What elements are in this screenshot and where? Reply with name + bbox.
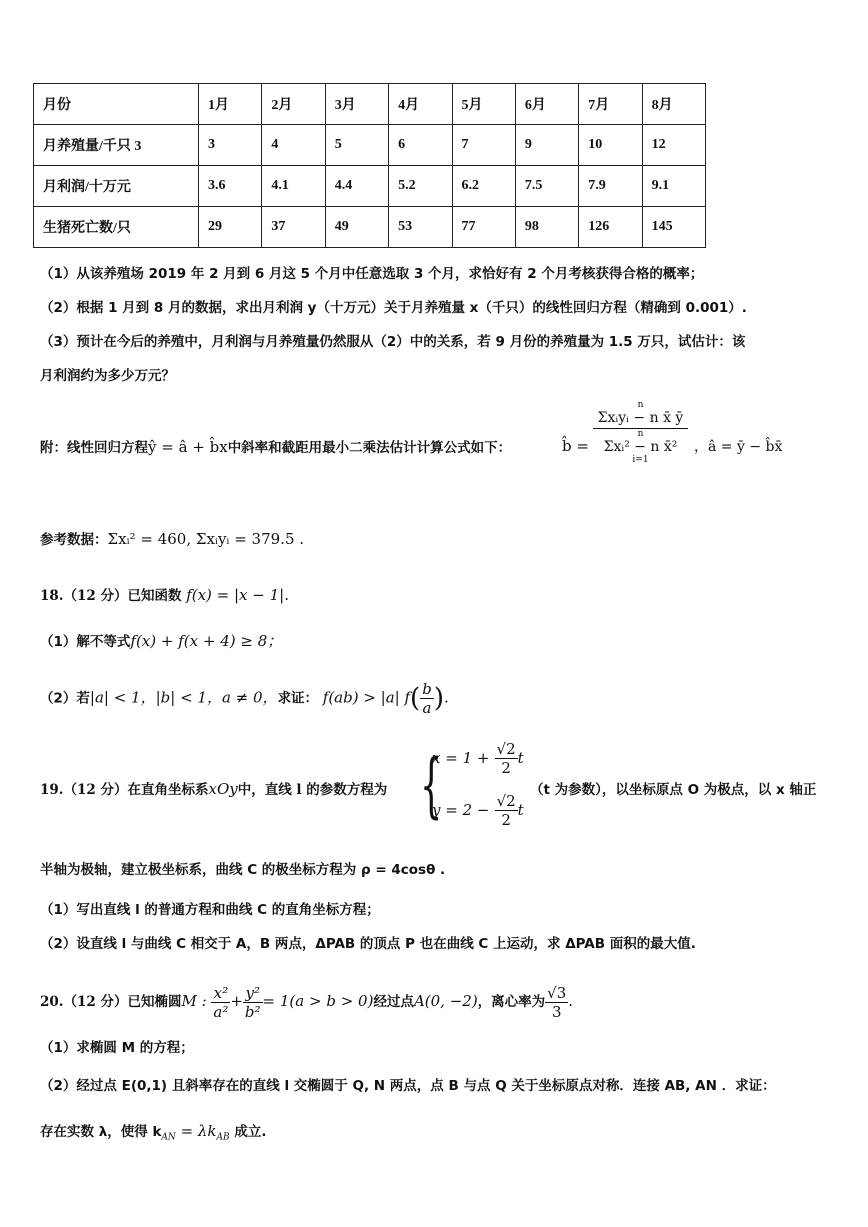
- q19-title: 19.（12 分）在直角坐标系xOy中，直线 l 的参数方程为: [40, 780, 388, 798]
- q19-after: （t 为参数），以坐标原点 O 为极点，以 x 轴正: [530, 782, 817, 798]
- reference-data: 参考数据：Σxᵢ² = 460, Σxᵢyᵢ = 379.5 .: [40, 530, 305, 548]
- q17-note: [40, 436, 511, 456]
- q19-line2: 半轴为极轴，建立极坐标系，曲线 C 的极坐标方程为 ρ = 4cosθ .: [40, 862, 446, 878]
- table-cell: 5.2: [389, 166, 452, 207]
- note-equation: ŷ = â + b̂x: [148, 438, 228, 456]
- table-cell: 3.6: [199, 166, 262, 207]
- table-cell: 37: [262, 207, 325, 248]
- reference-equation: Σxᵢ² = 460, Σxᵢyᵢ = 379.5 .: [107, 530, 305, 548]
- q17-part3a: （3）预计在今后的养殖中，月利润与月养殖量仍然服从（2）中的关系，若 9 月份的养殖量为 1.5 万只，试估计：该: [40, 334, 746, 350]
- table-cell: 9: [515, 125, 578, 166]
- q18-function: f(x) = |x − 1|.: [186, 586, 289, 604]
- table-cell: 8月: [642, 84, 705, 125]
- table-cell: 29: [199, 207, 262, 248]
- b-hat-fraction: n Σxᵢyᵢ − n x̄ ȳ n Σxᵢ² − n x̄² i=1: [593, 400, 688, 465]
- q17-part3b: 月利润约为多少万元？: [40, 368, 175, 384]
- table-cell: 12: [642, 125, 705, 166]
- q19-equation-2: y = 2 − $\frac{√2}{2}$ t: [432, 792, 524, 829]
- q19-equation-1: x = 1 + $\frac{√2}{2}$ t: [432, 740, 524, 777]
- q20-fraction-x: $\frac{\text{x²}}{\text{a²}}$: [213, 984, 229, 1021]
- table-cell: 4.1: [262, 166, 325, 207]
- q18-proof-eq: f(ab) > |a| f: [322, 688, 411, 707]
- table-row-label: 生猪死亡数/只: [34, 207, 199, 248]
- note-prefix: 附：线性回归方程: [40, 440, 148, 456]
- table-cell: 77: [452, 207, 515, 248]
- b-hat-denominator: Σxᵢ² − n x̄²: [603, 439, 678, 455]
- b-hat-label: b̂ =: [562, 437, 589, 455]
- table-cell: 10: [579, 125, 642, 166]
- q18-inequality: f(x) + f(x + 4) ≥ 8；: [130, 632, 283, 650]
- table-cell: 145: [642, 207, 705, 248]
- table-row-label: 月利润/十万元: [34, 166, 199, 207]
- table-row-label: 月养殖量/千只 3: [34, 125, 199, 166]
- q20-title: 20.（12 分）已知椭圆M : $\frac{\text{x²}}{\text{a²}}$ + $\frac{\text{y²}}{\text{b²}}$ = 1(a > b > 0)经过点A(0, −2)，离心率为 $\frac{√3}{3}$ .: [40, 984, 574, 1021]
- table-cell: 2月: [262, 84, 325, 125]
- table-cell: 49: [325, 207, 388, 248]
- table-cell: 9.1: [642, 166, 705, 207]
- table-row: [34, 166, 706, 207]
- q20-fraction-y: $\frac{\text{y²}}{\text{b²}}$: [244, 984, 261, 1021]
- q18-part1: （1）解不等式f(x) + f(x + 4) ≥ 8；: [40, 632, 283, 650]
- table-cell: 4: [262, 125, 325, 166]
- data-table: [33, 83, 706, 248]
- table-cell: 126: [579, 207, 642, 248]
- table-cell: 98: [515, 207, 578, 248]
- table-row: [34, 207, 706, 248]
- table-row: [34, 125, 706, 166]
- b-hat-numerator: Σxᵢyᵢ − n x̄ ȳ: [593, 410, 688, 429]
- q17-part1: （1）从该养殖场 2019 年 2 月到 6 月这 5 个月中任意选取 3 个月，求恰好有 2 个月考核获得合格的概率；: [40, 266, 704, 282]
- q17-part2: （2）根据 1 月到 8 月的数据，求出月利润 y（十万元）关于月养殖量 x（千只）的线性回归方程（精确到 0.001）.: [40, 300, 747, 316]
- table-cell: 6月: [515, 84, 578, 125]
- table-cell: 3月: [325, 84, 388, 125]
- table-cell: 7.5: [515, 166, 578, 207]
- table-cell: 7.9: [579, 166, 642, 207]
- table-cell: 7: [452, 125, 515, 166]
- table-cell: 3: [199, 125, 262, 166]
- q19-part2: （2）设直线 l 与曲线 C 相交于 A，B 两点，ΔPAB 的顶点 P 也在曲线 C 上运动，求 ΔPAB 面积的最大值.: [40, 936, 696, 952]
- table-cell: 5: [325, 125, 388, 166]
- q20-eccentricity: $\frac{√3}{3}$: [547, 984, 567, 1021]
- q19-brace: {: [420, 744, 443, 826]
- q18-part2: （2）若|a| < 1，|b| < 1，a ≠ 0，求证： f(ab) > |a| f( $\frac{b}{a}$ ).: [40, 680, 449, 717]
- table-cell: 7月: [579, 84, 642, 125]
- q18-title: 18.（12 分）已知函数 f(x) = |x − 1|.: [40, 586, 289, 604]
- table-row-label: 月份: [34, 84, 199, 125]
- a-hat-formula: ，â = ȳ − b̂x̄: [694, 439, 783, 455]
- table-cell: 6: [389, 125, 452, 166]
- table-cell: 5月: [452, 84, 515, 125]
- q18-fraction: $\frac{b}{a}$: [422, 680, 432, 717]
- q19-part1: （1）写出直线 l 的普通方程和曲线 C 的直角坐标方程；: [40, 902, 380, 918]
- table-cell: 4.4: [325, 166, 388, 207]
- table-cell: 53: [389, 207, 452, 248]
- table-header-row: [34, 84, 706, 125]
- table-cell: 4月: [389, 84, 452, 125]
- q20-part1: （1）求椭圆 M 的方程；: [40, 1040, 194, 1056]
- q18-conditions: |a| < 1，|b| < 1，a ≠ 0，: [89, 688, 278, 707]
- q20-part2b: 存在实数 λ，使得 $k_{AN} = \lambda k_{AB}$ 成立.: [40, 1122, 267, 1143]
- table-cell: 1月: [199, 84, 262, 125]
- table-cell: 6.2: [452, 166, 515, 207]
- q20-part2a: （2）经过点 E(0,1) 且斜率存在的直线 l 交椭圆于 Q, N 两点，点 B 与点 Q 关于坐标原点对称．连接 AB, AN ．求证：: [40, 1078, 776, 1094]
- note-mid: 中斜率和截距用最小二乘法估计计算公式如下：: [227, 440, 512, 456]
